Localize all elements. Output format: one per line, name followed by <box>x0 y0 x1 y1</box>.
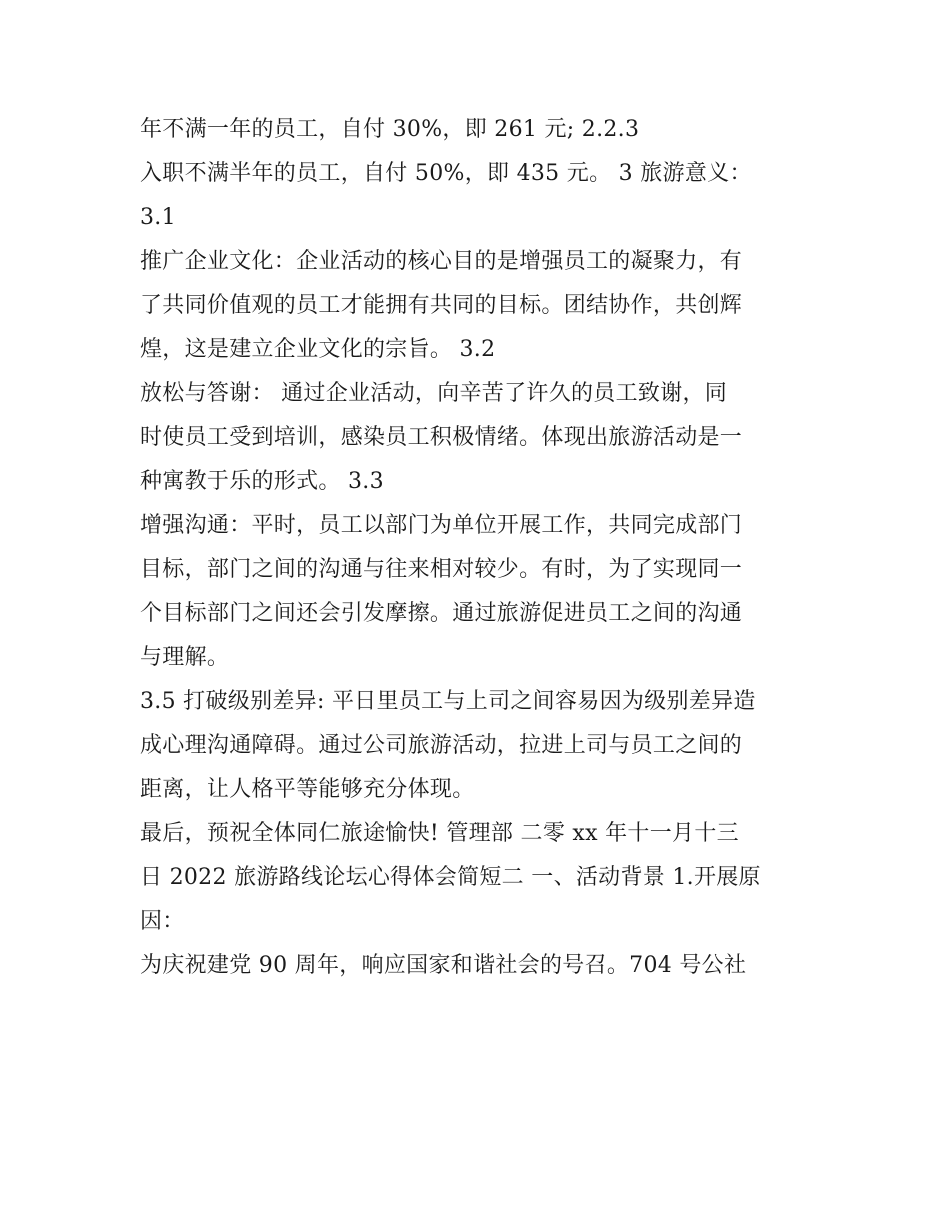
text-line: 距离，让人格平等能够充分体现。 <box>140 777 475 802</box>
text-line: 煌，这是建立企业文化的宗旨。 3.2 <box>140 337 496 362</box>
text-line: 目标，部门之间的沟通与往来相对较少。有时，为了实现同一 <box>140 557 743 582</box>
text-line: 为庆祝建党 90 周年，响应国家和谐社会的号召。704 号公社 <box>140 953 747 978</box>
text-line: 时使员工受到培训，感染员工积极情绪。体现出旅游活动是一 <box>140 425 743 450</box>
text-line: 因： <box>140 909 185 934</box>
text-line: 增强沟通：平时，员工以部门为单位开展工作，共同完成部门 <box>140 513 743 538</box>
text-line: 个目标部门之间还会引发摩擦。通过旅游促进员工之间的沟通 <box>140 601 743 626</box>
text-line: 成心理沟通障碍。通过公司旅游活动，拉进上司与员工之间的 <box>140 733 743 758</box>
text-line: 年不满一年的员工，自付 30%，即 261 元; 2.2.3 <box>140 117 640 142</box>
text-line: 入职不满半年的员工，自付 50%，即 435 元。 3 旅游意义： <box>140 161 752 186</box>
text-line: 最后，预祝全体同仁旅途愉快! 管理部 二零 xx 年十一月十三 <box>140 821 739 846</box>
text-line: 3.5 打破级别差异: 平日里员工与上司之间容易因为级别差异造 <box>140 689 756 714</box>
text-line: 3.1 <box>140 205 176 230</box>
text-line: 与理解。 <box>140 645 230 670</box>
text-line: 日 2022 旅游路线论坛心得体会简短二 一、活动背景 1.开展原 <box>140 865 761 890</box>
text-line: 放松与答谢： 通过企业活动，向辛苦了许久的员工致谢，同 <box>140 381 728 406</box>
text-line: 种寓教于乐的形式。 3.3 <box>140 469 384 494</box>
document-text-body <box>140 108 830 988</box>
text-line: 了共同价值观的员工才能拥有共同的目标。团结协作，共创辉 <box>140 293 743 318</box>
text-line: 推广企业文化：企业活动的核心目的是增强员工的凝聚力，有 <box>140 249 743 274</box>
